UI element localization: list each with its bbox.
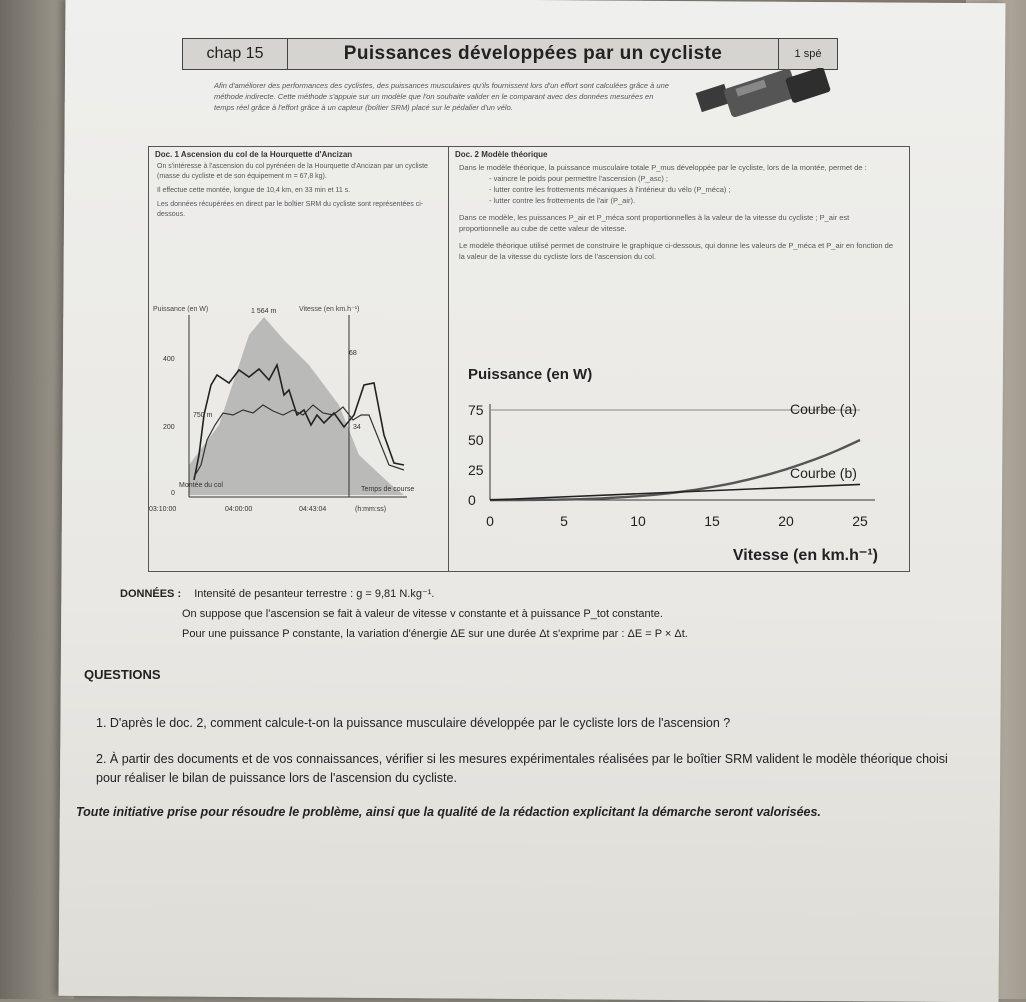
doc2-bullet-3: - lutter contre les frottements de l'air (P_air). [489,196,636,205]
header-box [182,38,838,70]
questions-heading: QUESTIONS [84,667,161,682]
x-axis-title: Vitesse (en km.h⁻¹) [732,547,878,564]
x-axis-label: Temps de course [361,486,415,493]
donnees-line-3: Pour une puissance P constante, la variation d'énergie ΔE sur une durée Δt s'exprime par : ΔE = P × Δt. [182,628,688,640]
x-axis-unit: (h:mm:ss) [355,506,387,513]
y-axis-label-right: Vitesse (en km.h⁻¹) [299,306,360,313]
x-tick-label: 5 [560,513,568,529]
series-label-a: Courbe (a) [790,401,857,417]
y-tick-200: 200 [163,424,175,431]
doc2-bullet-1: - vaincre le poids pour permettre l'ascension (P_asc) ; [489,174,669,183]
question-2: 2. À partir des documents et de vos connaissances, vérifier si les mesures expérimentales réalisées par le boîtier SRM valident le modèle théorique choisi pour réaliser le bilan de puissance lors de l'ascension du cycliste. [96,752,948,785]
chapter-label: chap 15 [183,39,288,69]
doc2-bullet-2: - lutter contre les frottements mécaniques à l'intérieur du vélo (P_méca) ; [489,185,731,194]
x-tick-end: 04:43:04 [299,506,327,513]
donnees-line-1: Intensité de pesanteur terrestre : g = 9,81 N.kg⁻¹. [194,588,435,600]
doc1-text-3: Les données récupérées en direct par le boîtier SRM du cycliste sont représentées ci-dessous. [157,201,424,218]
x-tick-label: 15 [704,513,720,529]
class-label: 1 spé [778,39,837,69]
page-title: Puissances développées par un cycliste [343,43,723,64]
doc2-text-3: Le modèle théorique utilisé permet de construire le graphique ci-dessous, qui donne les valeurs de P_méca et P_air en fonction de la valeur de la vitesse du cycliste lors de l'ascension du col. [459,241,894,261]
doc1-panel [148,146,449,572]
y-tick-label: 25 [468,462,484,478]
donnees-block [120,584,940,644]
bottom-bracket-image [688,68,848,128]
climb-label: Montée du col [179,482,223,489]
x-tick-start: 03:10:00 [149,506,177,513]
intro-text: Afin d'améliorer des performances des cyclistes, des puissances musculaires qu'ils fournissent lors d'un effort sont calculées grâce à une méthode indirecte. Cette méthode s'appuie sur un modèle que l'on souhaite valider en le comparant avec des données mesurées en temps réel grâce à l'effort grâce à un capteur (boîtier SRM) placé sur le pédalier d'un vélo. [214,81,669,112]
doc1-text-1: On s'intéresse à l'ascension du col pyrénéen de la Hourquette d'Ancizan par un cycliste (masse du cycliste et de son équipement m = 67,8 kg). [157,163,428,180]
initiative-note: Toute initiative prise pour résoudre le problème, ainsi que la qualité de la rédaction explicitant la démarche seront valorisées. [76,805,821,819]
altitude-top-label: 1 564 m [251,308,277,315]
x-tick-label: 10 [630,513,646,529]
y-tick-label: 75 [468,402,484,418]
doc2-text-1: Dans le modèle théorique, la puissance musculaire totale P_mus développée par le cycliste, lors de la montée, permet de : [459,163,867,172]
doc1-graph [149,265,449,565]
y-tick-400: 400 [163,356,175,363]
y-axis-label-left: Puissance (en W) [153,306,209,313]
doc1-text-2: Il effectue cette montée, longue de 10,4 km, en 33 min et 11 s. [157,187,351,194]
donnees-label: DONNÉES : [120,588,182,600]
doc2-title: Doc. 2 Modèle théorique [455,150,548,159]
y-tick-label: 50 [468,432,484,448]
x-tick-label: 20 [778,513,794,529]
question-1: 1. D'après le doc. 2, comment calcule-t-on la puissance musculaire développée par le cycliste lors de l'ascension ? [96,716,731,730]
doc2-text-2: Dans ce modèle, les puissances P_air et P_méca sont proportionnelles à la valeur de la vitesse du cycliste ; P_air est proportionnelle au cube de cette valeur de vitesse. [459,213,850,233]
chart-title: Puissance (en W) [468,366,593,383]
altitude-profile [189,317,404,495]
altitude-low-label: 750 m [193,412,213,419]
x-tick-mid: 04:00:00 [225,506,253,513]
power-chart [450,390,900,570]
donnees-line-2: On suppose que l'ascension se fait à valeur de vitesse v constante et à puissance P_tot constante. [182,608,663,620]
series-label-b: Courbe (b) [790,465,857,481]
y2-tick-68: 68 [349,350,357,357]
doc1-title: Doc. 1 Ascension du col de la Hourquette d'Ancizan [155,150,353,159]
y-tick-0: 0 [171,490,175,497]
series-line-b [490,484,860,500]
y-tick-label: 0 [468,492,476,508]
x-tick-label: 0 [486,513,494,529]
y2-tick-34: 34 [353,424,361,431]
x-tick-label: 25 [852,513,868,529]
